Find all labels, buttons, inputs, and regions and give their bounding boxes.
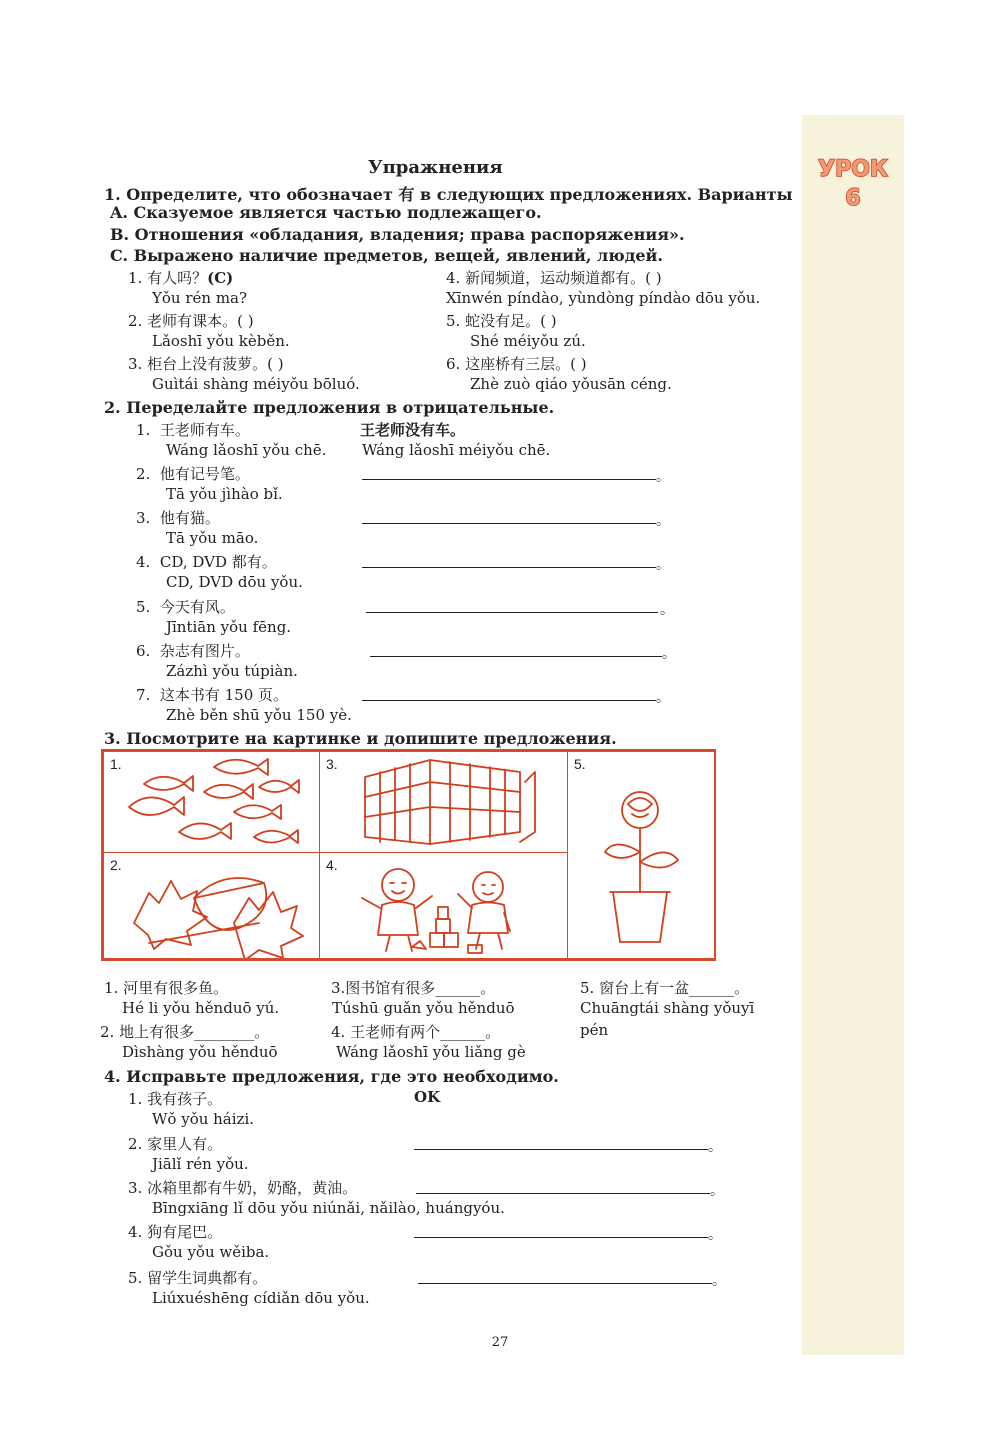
picture-grid bbox=[101, 749, 716, 961]
ex2-answer-end-4: 。 bbox=[656, 557, 670, 573]
ex2-item-7: 7. 这本书有 150 页。 bbox=[136, 686, 289, 704]
ex2-item-6: 6. 杂志有图片。 bbox=[136, 642, 250, 660]
ex2-answer-blank-6[interactable] bbox=[370, 656, 662, 657]
ex1-item-3-pinyin: Guìtái shàng méiyǒu bōluó. bbox=[152, 375, 360, 393]
ex2-answer-blank-2[interactable] bbox=[362, 479, 656, 480]
ex4-item-1-answer: OK bbox=[414, 1088, 441, 1106]
ex4-answer-blank-5[interactable] bbox=[418, 1283, 712, 1284]
ex3-heading: 3. Посмотрите на картинке и допишите предложения. bbox=[104, 729, 617, 748]
children-picture bbox=[320, 853, 567, 958]
ex4-item-4-pinyin: Gǒu yǒu wěiba. bbox=[152, 1243, 270, 1261]
ex4-answer-end-3: 。 bbox=[710, 1183, 724, 1199]
ex1-item-1: 1. 有人吗？(C) bbox=[128, 269, 234, 287]
ex2-item-6-pinyin: Zázhì yǒu túpiàn. bbox=[166, 662, 298, 680]
lesson-sidebar bbox=[802, 115, 904, 1355]
picture-cell-5: 5. bbox=[567, 751, 716, 959]
ex1-item-6: 6. 这座桥有三层。( ) bbox=[446, 355, 587, 373]
ex4-item-5: 5. 留学生词典都有。 bbox=[128, 1269, 268, 1287]
ex4-heading: 4. Исправьте предложения, где это необходимо. bbox=[104, 1067, 559, 1086]
ex2-answer-end-6: 。 bbox=[662, 646, 676, 662]
lesson-badge bbox=[802, 155, 904, 213]
ex2-answer-blank-4[interactable] bbox=[362, 567, 656, 568]
ex2-item-4: 4. CD, DVD 都有。 bbox=[136, 553, 277, 571]
ex4-answer-blank-4[interactable] bbox=[414, 1237, 708, 1238]
ex1-option-a: A. Сказуемое является частью подлежащего. bbox=[110, 203, 542, 222]
ex2-item-3: 3. 他有猫。 bbox=[136, 509, 220, 527]
ex4-item-3: 3. 冰箱里都有牛奶，奶酪，黄油。 bbox=[128, 1179, 358, 1197]
ex4-item-5-pinyin: Liúxuéshēng cídiǎn dōu yǒu. bbox=[152, 1289, 370, 1307]
picture-cell-3: 3. bbox=[319, 751, 568, 853]
lesson-number: 6 bbox=[845, 186, 861, 211]
ex2-item-4-pinyin: CD, DVD dōu yǒu. bbox=[166, 573, 303, 591]
ex1-heading: 1. Определите, что обозначает 有 в следующих предложениях. Варианты bbox=[104, 185, 793, 204]
picture-cell-1: 1. bbox=[103, 751, 320, 853]
ex3-item-4: 4. 王老师有两个______。 bbox=[331, 1023, 501, 1041]
ex1-option-c: C. Выражено наличие предметов, вещей, явлений, людей. bbox=[110, 246, 663, 265]
ex1-item-1-pinyin: Yǒu rén ma? bbox=[152, 289, 248, 307]
ex4-answer-blank-2[interactable] bbox=[414, 1149, 708, 1150]
ex3-item-3: 3.图书馆有很多______。 bbox=[331, 979, 496, 997]
leaves-picture bbox=[104, 853, 319, 958]
ex4-item-4: 4. 狗有尾巴。 bbox=[128, 1223, 223, 1241]
lesson-word: УРОК bbox=[818, 157, 888, 182]
ex4-item-1-pinyin: Wǒ yǒu háizi. bbox=[152, 1110, 255, 1128]
picture-cell-4: 4. bbox=[319, 852, 568, 959]
ex4-answer-blank-3[interactable] bbox=[416, 1193, 710, 1194]
ex2-item-3-pinyin: Tā yǒu māo. bbox=[166, 529, 259, 547]
ex3-item-3-pinyin: Túshū guǎn yǒu hěnduō bbox=[332, 999, 515, 1017]
ex1-item-6-pinyin: Zhè zuò qiáo yǒusān céng. bbox=[470, 375, 672, 393]
ex2-item-2: 2. 他有记号笔。 bbox=[136, 465, 250, 483]
page-number: 27 bbox=[491, 1335, 509, 1350]
ex2-answer-end-7: 。 bbox=[656, 690, 670, 706]
ex4-answer-end-5: 。 bbox=[712, 1273, 726, 1289]
flower-pot-picture bbox=[568, 752, 715, 958]
ex2-item-7-pinyin: Zhè běn shū yǒu 150 yè. bbox=[166, 706, 352, 724]
ex2-heading: 2. Переделайте предложения в отрицательные. bbox=[104, 398, 555, 417]
ex2-item-5-pinyin: Jīntiān yǒu fēng. bbox=[166, 618, 292, 636]
ex4-item-2-pinyin: Jiālǐ rén yǒu. bbox=[152, 1155, 249, 1173]
ex2-answer-blank-7[interactable] bbox=[362, 700, 656, 701]
ex4-answer-end-4: 。 bbox=[708, 1227, 722, 1243]
ex1-item-3: 3. 柜台上没有菠萝。( ) bbox=[128, 355, 284, 373]
ex1-item-4: 4. 新闻频道，运动频道都有。( ) bbox=[446, 269, 662, 287]
ex2-answer-end-5: 。 bbox=[660, 602, 674, 618]
ex1-item-2: 2. 老师有课本。( ) bbox=[128, 312, 254, 330]
ex1-item-2-pinyin: Lǎoshī yǒu kèběn. bbox=[152, 332, 290, 350]
ex4-answer-end-2: 。 bbox=[708, 1139, 722, 1155]
ex2-item-5: 5. 今天有风。 bbox=[136, 598, 235, 616]
fish-picture bbox=[104, 752, 319, 852]
bookshelf-picture bbox=[320, 752, 567, 852]
ex3-item-5-pinyin-cont: pén bbox=[580, 1021, 609, 1039]
ex2-item-1-answer-pinyin: Wáng lǎoshī méiyǒu chē. bbox=[362, 441, 551, 459]
ex3-item-1: 1. 河里有很多鱼。 bbox=[104, 979, 229, 997]
ex2-answer-end-2: 。 bbox=[656, 469, 670, 485]
ex2-item-1-answer: 王老师没有车。 bbox=[360, 421, 466, 439]
ex1-item-5-pinyin: Shé méiyǒu zú. bbox=[470, 332, 586, 350]
ex4-item-2: 2. 家里人有。 bbox=[128, 1135, 223, 1153]
picture-cell-2: 2. bbox=[103, 852, 320, 959]
ex1-option-b: B. Отношения «обладания, владения; права распоряжения». bbox=[110, 225, 685, 244]
ex2-item-2-pinyin: Tā yǒu jìhào bǐ. bbox=[166, 485, 283, 503]
ex1-item-4-pinyin: Xīnwén píndào, yùndòng píndào dōu yǒu. bbox=[446, 289, 761, 307]
ex3-item-2: 2. 地上有很多________。 bbox=[100, 1023, 270, 1041]
ex3-item-5-pinyin: Chuāngtái shàng yǒuyī bbox=[580, 999, 755, 1017]
ex4-item-1: 1. 我有孩子。 bbox=[128, 1090, 223, 1108]
ex2-answer-blank-3[interactable] bbox=[362, 523, 656, 524]
ex4-item-3-pinyin: Bīngxiāng lǐ dōu yǒu niúnǎi, nǎilào, huángyóu. bbox=[152, 1199, 505, 1217]
ex1-item-5: 5. 蛇没有足。( ) bbox=[446, 312, 557, 330]
ex2-answer-blank-5[interactable] bbox=[366, 612, 658, 613]
ex3-item-4-pinyin: Wáng lǎoshī yǒu liǎng gè bbox=[336, 1043, 526, 1061]
page-title: Упражнения bbox=[368, 157, 503, 178]
ex2-item-1-pinyin: Wáng lǎoshī yǒu chē. bbox=[166, 441, 327, 459]
ex3-item-5: 5. 窗台上有一盆______。 bbox=[580, 979, 750, 997]
ex2-item-1: 1. 王老师有车。 bbox=[136, 421, 250, 439]
ex2-answer-end-3: 。 bbox=[656, 513, 670, 529]
ex3-item-2-pinyin: Dìshàng yǒu hěnduō bbox=[122, 1043, 278, 1061]
ex3-item-1-pinyin: Hé li yǒu hěnduō yú. bbox=[122, 999, 280, 1017]
